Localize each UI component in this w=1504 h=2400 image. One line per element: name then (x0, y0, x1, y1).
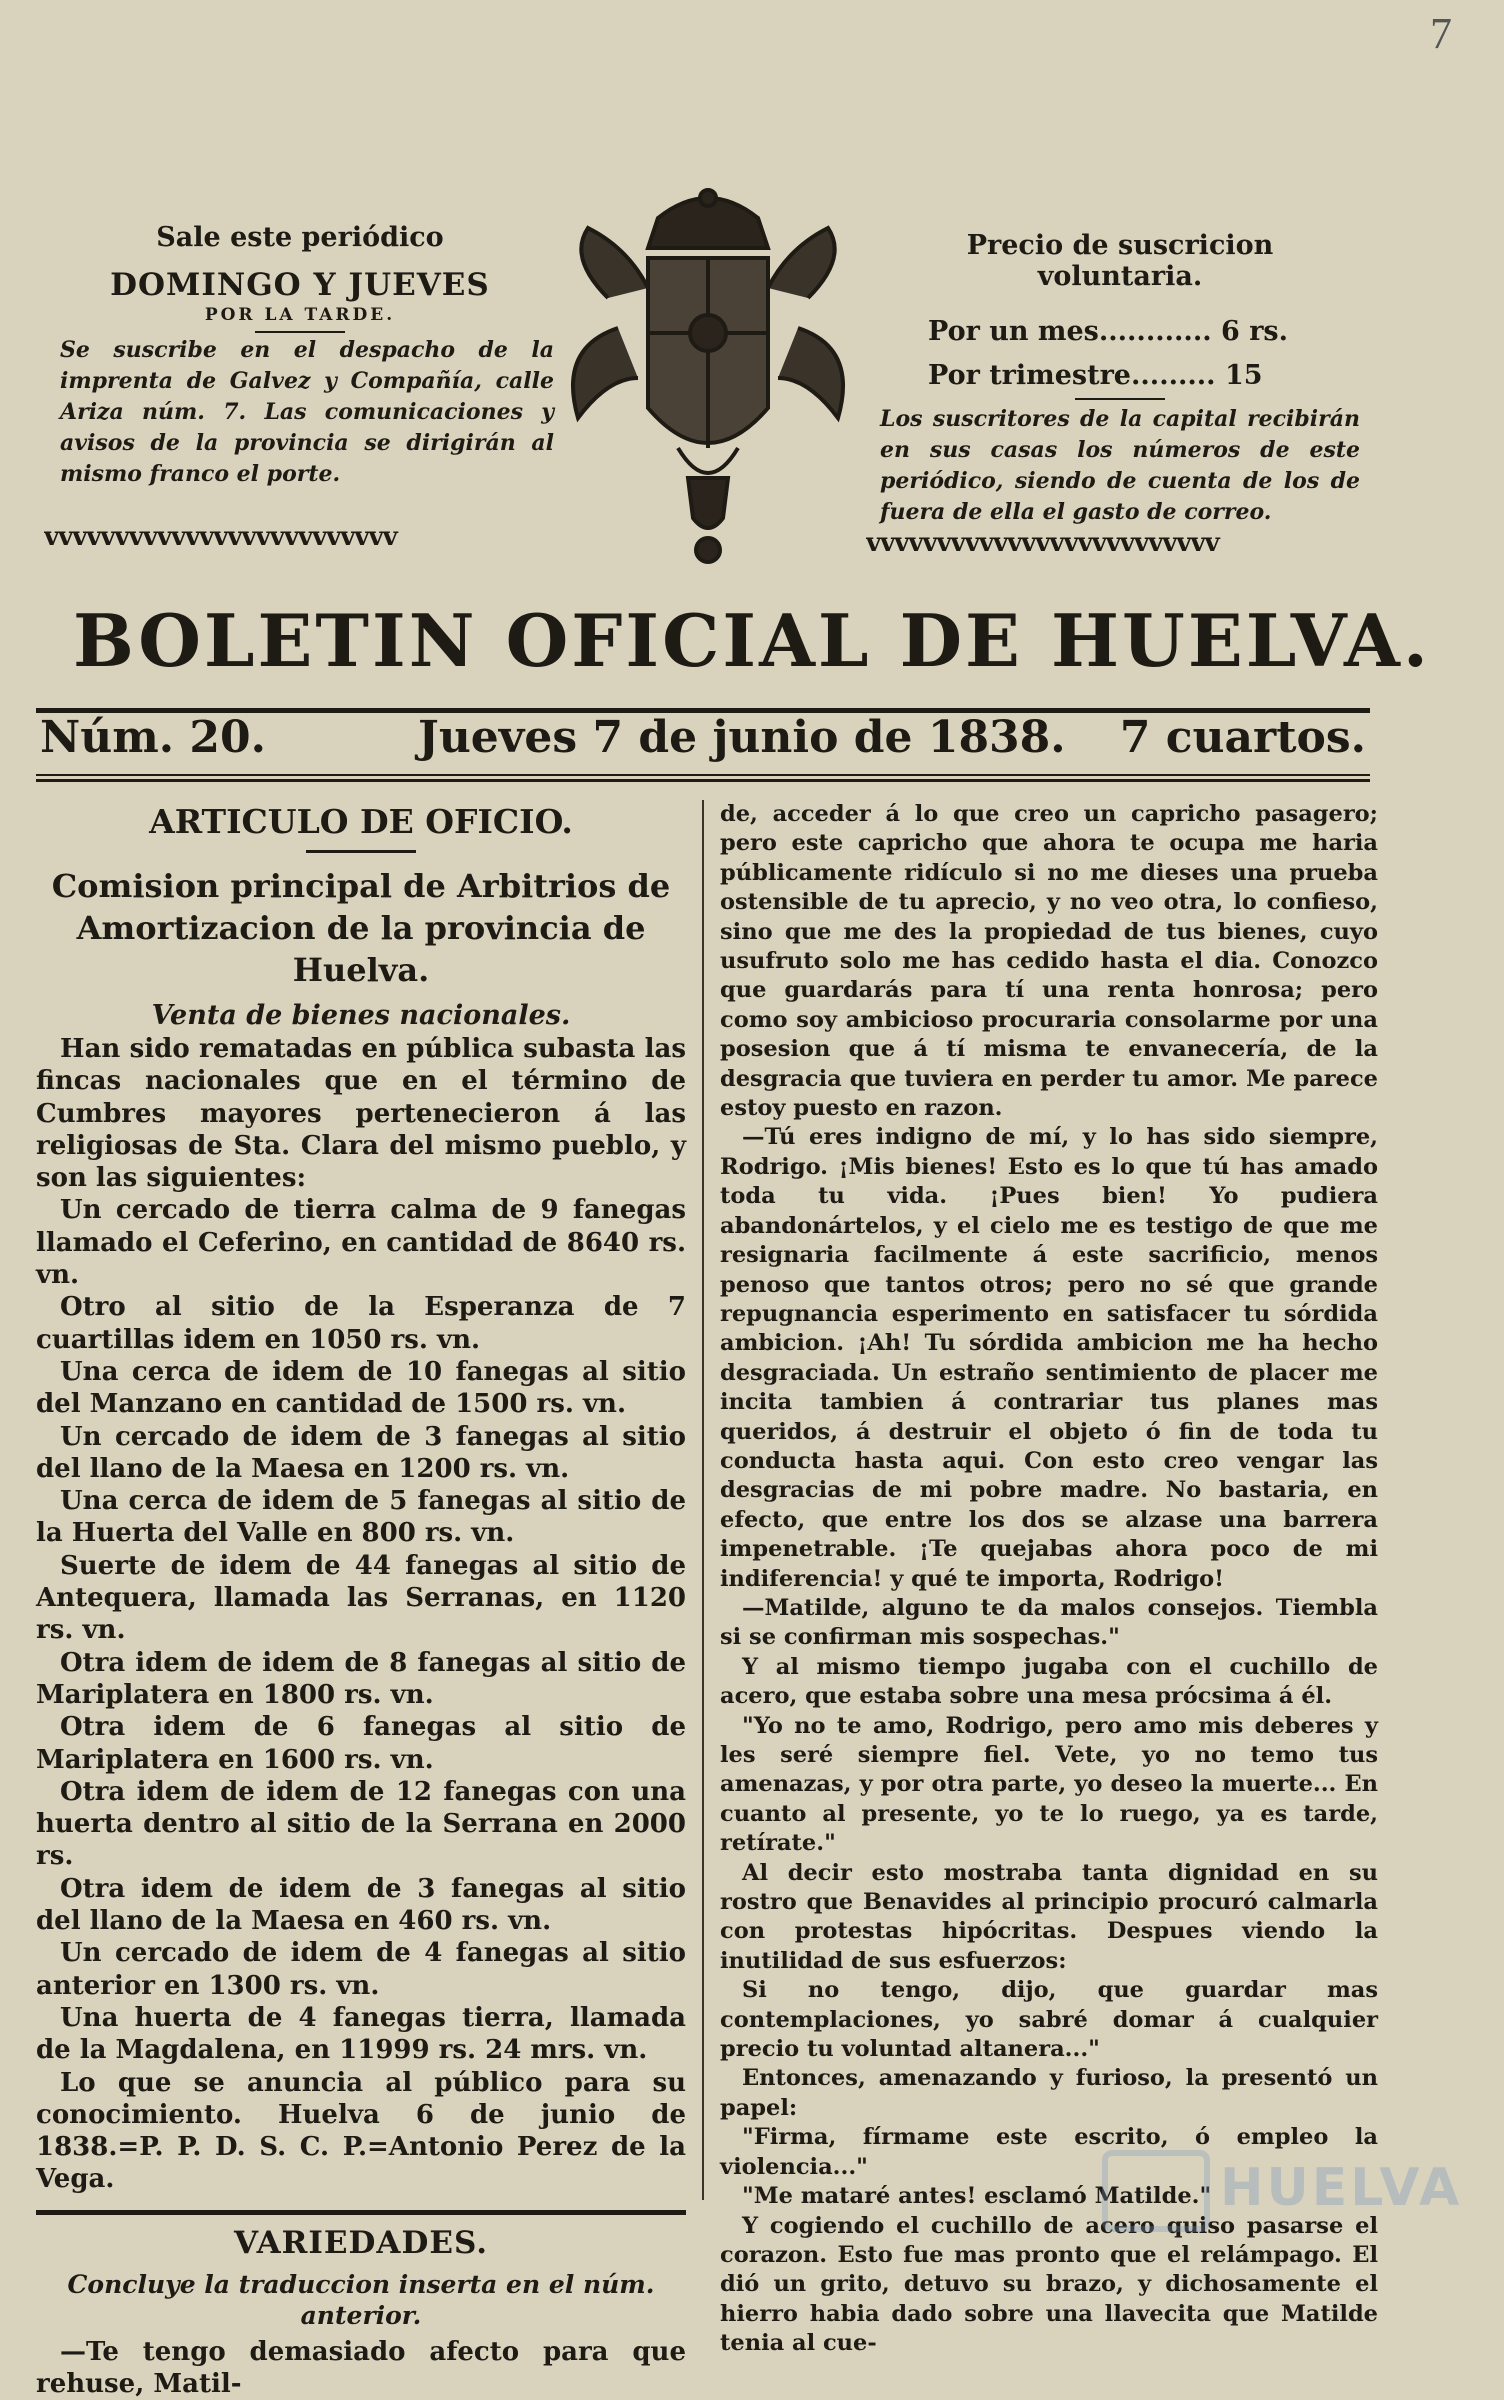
paragraph: Y al mismo tiempo jugaba con el cuchillo de acero, que estaba sobre una mesa prócsima á él. (720, 1653, 1378, 1710)
publication-days: DOMINGO Y JUEVES (110, 267, 490, 303)
issue-number: Núm. 20. (40, 712, 266, 763)
ornament-left: vvvvvvvvvvvvvvvvvvvvvvvvv (44, 522, 397, 552)
paragraph: "Firma, fírmame este escrito, ó empleo la violencia..." (720, 2124, 1378, 2180)
paragraph: Una cerca de idem de 5 fanegas al sitio de la Huerta del Valle en 800 rs. vn. (36, 1486, 686, 1549)
left-column (36, 800, 686, 2400)
paragraph: "Me mataré antes! esclamó Matilde." (742, 2183, 1212, 2210)
paragraph: Otra idem de idem de 3 fanegas al sitio del llano de la Maesa en 460 rs. vn. (36, 1873, 686, 1937)
divider (306, 850, 416, 853)
paragraph: —Matilde, alguno te da malos consejos. Tiembla si se confirman mis sospechas." (720, 1594, 1378, 1651)
publication-time: POR LA TARDE. (204, 305, 396, 325)
section-divider (36, 2210, 686, 2215)
paragraph: Otra idem de 6 fanegas al sitio de Mariplatera en 1600 rs. vn. (36, 1712, 686, 1775)
divider (255, 331, 345, 333)
publication-schedule-intro: Sale este periódico (156, 222, 444, 253)
paragraph: Y cogiendo el cuchillo de acero quiso pasarse el corazon. Esto fue mas pronto que el relámpago. El dió un grito, detuvo su brazo, y dichosamente el hierro habia dado sobre una llavecita que Matilde tenia al cue- (720, 2212, 1378, 2357)
ornament-right: vvvvvvvvvvvvvvvvvvvvvvvvv (866, 528, 1219, 558)
watermark-logo-icon (1102, 2150, 1210, 2232)
varieties-title: VARIEDADES. (233, 2224, 489, 2261)
subscription-price-title: Precio de suscricion voluntaria. (966, 230, 1274, 292)
paragraph: Otra idem de idem de 12 fanegas con una huerta dentro al sitio de la Serrana en 2000 rs. (36, 1776, 686, 1872)
article-subtitle: Venta de bienes nacionales. (151, 1000, 571, 1031)
page-number: 7 (1430, 9, 1452, 58)
paragraph: —Te tengo demasiado afecto para que rehuse, Matil- (36, 2336, 686, 2400)
masthead-right (880, 230, 1360, 528)
divider (1075, 398, 1165, 400)
rule-bottom-thin (36, 774, 1370, 776)
paragraph: de, acceder á lo que creo un capricho pasagero; pero este capricho que ahora te ocupa me haria públicamente ridículo si no me dieses una prueba ostensible de tu aprecio, y no veo otra, lo confieso, sino que me des la propiedad de tus bienes, cuyo usufruto solo me has cedido hasta el dia. Conozco que guardarás para tí una renta honrosa; pero como soy ambicioso procuraria consolarme por una posesion que á tí misma te envanecería, de la desgracia que tuviera en perder tu amor. Me parece estoy puesto en razon. (720, 801, 1378, 1122)
paragraph: Otro al sitio de la Esperanza de 7 cuartillas idem en 1050 rs. vn. (36, 1292, 686, 1355)
masthead-left (40, 222, 560, 490)
column-divider (702, 800, 704, 2200)
paragraph: Una huerta de 4 fanegas tierra, llamada de la Magdalena, en 11999 rs. 24 mrs. vn. (36, 2002, 686, 2066)
paragraph: —Tú eres indigno de mí, y lo has sido siempre, Rodrigo. ¡Mis bienes! Esto es lo que tú has amado toda tu vida. ¡Pues bien! Yo pudiera abandonártelos, y el cielo me es testigo de que me resignaria facilmente á este sacrificio, menos penoso que tantos otros; pero no sé que grande repugnancia esperimento en satisfacer tu sórdida ambicion. ¡Ah! Tu sórdida ambicion me ha hecho desgraciada. Un estraño sentimiento de placer me incita tambien á contrariar tus planes mas queridos, á destruir el objeto ó fin de toda tu conducta hasta aqui. Con esto creo vengar las desgracias de mi pobre madre. No bastaria, en efecto, que entre los dos se alzase una barrera impenetrable. ¡Te quejabas ahora poco de mi indiferencia! y qué te importa, Rodrigo! (720, 1124, 1378, 1592)
price-month: Por un mes............ 6 rs. (928, 316, 1289, 347)
paragraph: Si no tengo, dijo, que guardar mas contemplaciones, yo sabré domar á cualquier precio tu voluntad altanera..." (720, 1977, 1378, 2063)
paragraph: "Yo no te amo, Rodrigo, pero amo mis deberes y les seré siempre fiel. Vete, yo no temo tus amenazas, y por otra parte, yo deseo la muerte... En cuanto al presente, yo te lo ruego, ya es tarde, retírate." (720, 1712, 1378, 1857)
commission-heading: Comision principal de Arbitrios de Amortizacion de la provincia de Huelva. (51, 867, 671, 989)
royal-coat-of-arms-icon (548, 178, 868, 578)
issue-price: 7 cuartos. (1119, 712, 1366, 763)
paragraph: Un cercado de idem de 3 fanegas al sitio del llano de la Maesa en 1200 rs. vn. (36, 1421, 686, 1484)
paragraph: Una cerca de idem de 10 fanegas al sitio del Manzano en cantidad de 1500 rs. vn. (36, 1356, 686, 1420)
watermark: HUELVA (1220, 2158, 1463, 2218)
subscriber-info: Los suscritores de la capital recibirán en sus casas los números de este periódico, siendo de cuenta de los de fuera de ella el gasto de correo. (880, 406, 1360, 525)
price-quarter: Por trimestre......... 15 (928, 360, 1263, 391)
issue-date: Jueves 7 de junio de 1838. (418, 712, 1066, 763)
closing-paragraph: Lo que se anuncia al público para su conocimiento. Huelva 6 de junio de 1838.=P. P. D. S. C. P.=Antonio Perez de la Vega. (36, 2067, 686, 2195)
paragraph: Al decir esto mostraba tanta dignidad en su rostro que Benavides al principio procuró calmarla con protestas hipócritas. Despues viendo la inutilidad de sus esfuerzos: (720, 1859, 1378, 1974)
paragraph: Un cercado de idem de 4 fanegas al sitio anterior en 1300 rs. vn. (36, 1938, 686, 2001)
paragraph: Otra idem de idem de 8 fanegas al sitio de Mariplatera en 1800 rs. vn. (36, 1647, 686, 1710)
subscription-info: Se suscribe en el despacho de la imprenta de Galvez y Compañía, calle Ariza núm. 7. Las comunicaciones y avisos de la provincia se dirigirán al mismo franco el porte. (60, 337, 554, 487)
paragraph: Un cercado de tierra calma de 9 fanegas llamado el Ceferino, en cantidad de 8640 rs. vn. (36, 1195, 686, 1291)
issue-line (40, 712, 1366, 768)
right-column (720, 800, 1378, 2359)
rule-bottom (36, 779, 1370, 782)
paragraph: Entonces, amenazando y furioso, la presentó un papel: (720, 2065, 1378, 2121)
paragraph: Han sido rematadas en pública subasta las fincas nacionales que en el término de Cumbres mayores pertenecieron á las religiosas de Sta. Clara del mismo pueblo, y son las siguientes: (36, 1034, 686, 1194)
varieties-subtitle: Concluye la traduccion inserta en el núm. anterior. (67, 2269, 655, 2331)
section-title: ARTICULO DE OFICIO. (149, 802, 573, 841)
price-list (880, 310, 1360, 398)
paragraph: Suerte de idem de 44 fanegas al sitio de Antequera, llamada las Serranas, en 1120 rs. vn. (36, 1550, 686, 1646)
newspaper-title: BOLETIN OFICIAL DE HUELVA. (73, 598, 1431, 683)
